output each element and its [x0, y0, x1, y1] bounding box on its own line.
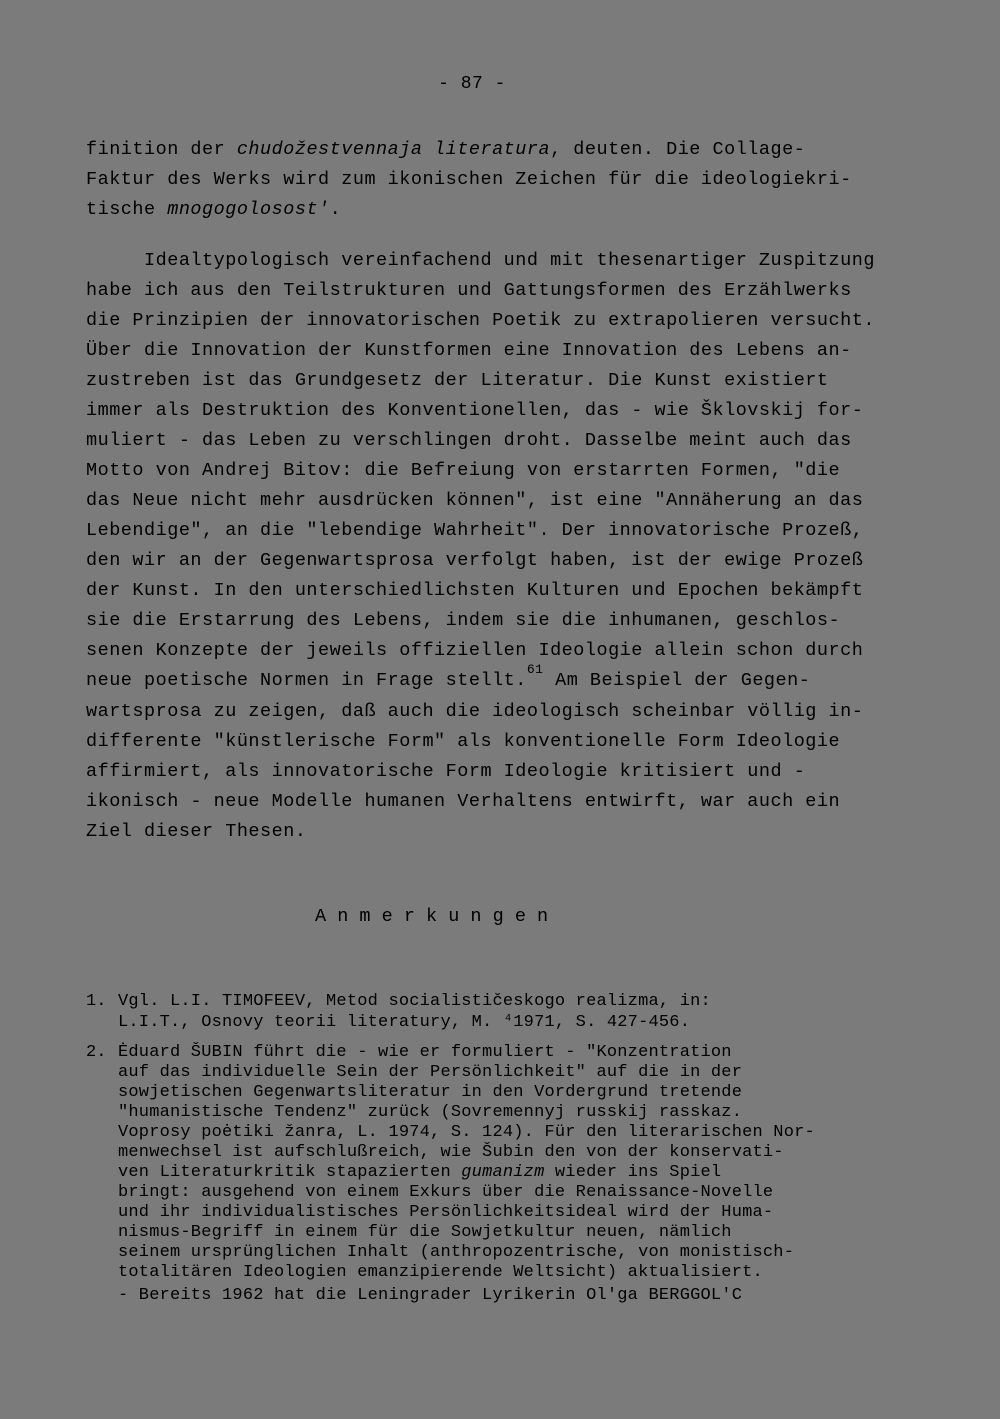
text-line: den wir an der Gegenwartsprosa verfolgt haben, ist der ewige Prozeß — [86, 550, 864, 571]
note-line: L.I.T., Osnovy teorii literatury, M. ⁴1971, S. 427-456. — [118, 1013, 691, 1032]
note-line: totalitären Ideologien emanzipierende Weltsicht) aktualisiert. — [118, 1263, 763, 1282]
text-line: die Prinzipien der innovatorischen Poetik zu extrapolieren versucht. — [86, 310, 875, 331]
note-line: auf das individuelle Sein der Persönlichkeit" auf die in der — [118, 1063, 743, 1082]
note-line: menwechsel ist aufschlußreich, wie Šubin den von der konservati- — [118, 1143, 784, 1162]
text-line — [86, 199, 341, 221]
note-line: bringt: ausgehend von einem Exkurs über die Renaissance-Novelle — [118, 1183, 774, 1202]
text-line: Idealtypologisch vereinfachend und mit thesenartiger Zuspitzung — [86, 250, 875, 271]
text-line: affirmiert, als innovatorische Form Ideologie kritisiert und - — [86, 761, 806, 782]
note-line: und ihr individualistisches Persönlichkeitsideal wird der Huma- — [118, 1203, 774, 1222]
italic-term: chudožestvennaja literatura — [236, 139, 551, 160]
notes-heading: A n m e r k u n g e n — [315, 906, 549, 927]
text-line: Ziel dieser Thesen. — [86, 821, 307, 842]
text-line: das Neue nicht mehr ausdrücken können", ist eine "Annäherung an das — [86, 490, 864, 511]
text-span: finition der — [86, 139, 237, 160]
italic-term: mnogogolosost' — [167, 199, 330, 220]
note-line: "humanistische Tendenz" zurück (Sovremennyj russkij rasskaz. — [118, 1103, 743, 1122]
note-line: seinem ursprünglichen Inhalt (anthropozentrische, von monistisch- — [118, 1243, 795, 1262]
note-line: Vgl. L.I. TIMOFEEV, Metod socialističeskogo realizma, in: — [118, 992, 711, 1011]
note-line: sowjetischen Gegenwartsliteratur in den Vordergrund tretende — [118, 1083, 743, 1102]
note-line: nismus-Begriff in einem für die Sowjetkultur neuen, nämlich — [118, 1223, 732, 1242]
note-line: Ėduard ŠUBIN führt die - wie er formuliert - "Konzentration — [118, 1043, 732, 1062]
text-line: Motto von Andrej Bitov: die Befreiung von erstarrten Formen, "die — [86, 460, 841, 481]
note-number: 1. — [86, 992, 107, 1011]
text-line: Faktur des Werks wird zum ikonischen Zeichen für die ideologiekri- — [86, 169, 852, 190]
text-span: neue poetische Normen in Frage stellt. — [86, 670, 527, 691]
text-line: zustreben ist das Grundgesetz der Literatur. Die Kunst existiert — [86, 370, 829, 391]
text-span: Am Beispiel der Gegen- — [543, 670, 811, 691]
text-line: senen Konzepte der jeweils offiziellen Ideologie allein schon durch — [86, 640, 864, 661]
note-line: - Bereits 1962 hat die Leningrader Lyrikerin Ol'ga BERGGOL'C — [118, 1286, 743, 1305]
text-line: habe ich aus den Teilstrukturen und Gattungsformen des Erzählwerks — [86, 280, 852, 301]
text-line — [86, 139, 805, 161]
text-line: immer als Destruktion des Konventionellen, das - wie Šklovskij for- — [86, 400, 864, 421]
text-line: der Kunst. In den unterschiedlichsten Kulturen und Epochen bekämpft — [86, 580, 864, 601]
text-span: , deuten. Die Collage- — [550, 139, 806, 160]
text-line — [86, 662, 811, 693]
text-line: Lebendige", an die "lebendige Wahrheit". Der innovatorische Prozeß, — [86, 520, 864, 541]
text-span: tische — [86, 199, 168, 220]
note-number: 2. — [86, 1043, 107, 1062]
text-line: ikonisch - neue Modelle humanen Verhaltens entwirft, war auch ein — [86, 791, 841, 812]
footnote-marker: 61 — [526, 662, 544, 677]
note-line — [118, 1163, 721, 1182]
text-span: . — [329, 199, 342, 220]
page-number: - 87 - — [438, 74, 506, 94]
text-line: Über die Innovation der Kunstformen eine Innovation des Lebens an- — [86, 340, 852, 361]
text-line: wartsprosa zu zeigen, daß auch die ideologisch scheinbar völlig in- — [86, 701, 864, 722]
note-line: Voprosy poėtiki žanra, L. 1974, S. 124). Für den literarischen Nor- — [118, 1123, 815, 1142]
text-line: differente "künstlerische Form" als konventionelle Form Ideologie — [86, 731, 841, 752]
text-span: ven Literaturkritik stapazierten — [118, 1163, 462, 1182]
italic-term: gumanizm — [461, 1163, 545, 1182]
text-line: muliert - das Leben zu verschlingen droht. Dasselbe meint auch das — [86, 430, 852, 451]
text-line: sie die Erstarrung des Lebens, indem sie die inhumanen, geschlos- — [86, 610, 841, 631]
text-span: wieder ins Spiel — [544, 1163, 722, 1182]
